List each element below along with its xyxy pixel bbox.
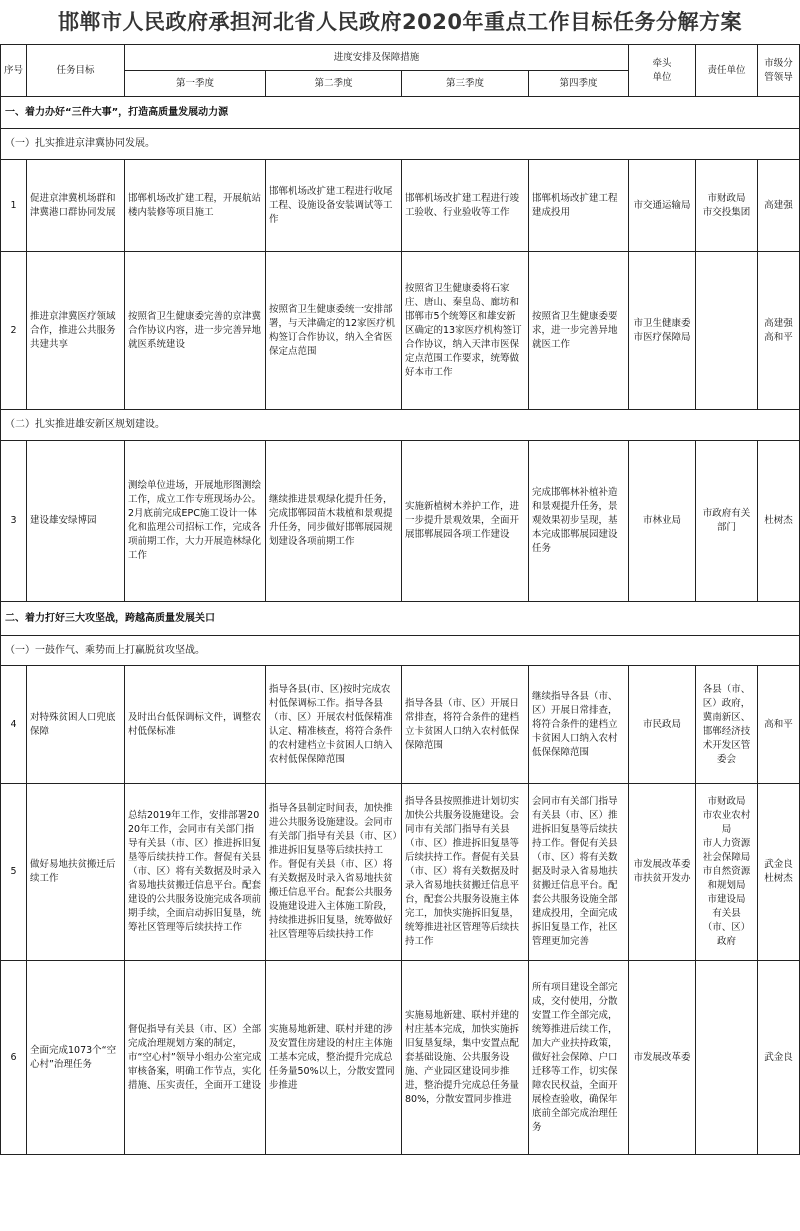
- row-q1: 测绘单位进场，开展地形图测绘工作，成立工作专班现场办公。2月底前完成EPC施工设计一体化和监理公司招标工作，完成各项前期工作，大力开展造林绿化工作: [125, 441, 266, 602]
- row-q2: 邯郸机场改扩建工程进行收尾工程、设施设备安装调试等工作: [266, 160, 402, 252]
- row-resp: 各县（市、区）政府，冀南新区、邯郸经济技术开发区管委会: [696, 666, 758, 784]
- row-q1: 邯郸机场改扩建工程，开展航站楼内装修等项目施工: [125, 160, 266, 252]
- row-target: 对特殊贫困人口兜底保障: [27, 666, 125, 784]
- section-heading: 一、着力办好“三件大事”，打造高质量发展动力源: [1, 97, 800, 129]
- row-q4: 完成邯郸林补植补造和景观提升任务，景观效果初步呈现，基本完成邯郸展园建设任务: [529, 441, 629, 602]
- row-q3: 邯郸机场改扩建工程进行竣工验收、行业验收等工作: [402, 160, 529, 252]
- row-q1: 按照省卫生健康委完善的京津冀合作协议内容，进一步完善异地就医系统建设: [125, 252, 266, 410]
- row-q2: 实施易地新建、联村并建的涉及安置住房建设的村庄主体施工基本完成，整治提升完成总任务量50%以上，分散安置同步推进: [266, 961, 402, 1155]
- row-q4: 按照省卫生健康委要求，进一步完善异地就医工作: [529, 252, 629, 410]
- row-q4: 会同市有关部门指导有关县（市、区）推进拆旧复垦等后续扶持工作。督促有关县（市、区）将有关数据及时录入省易地扶贫搬迁信息平台。配套公共服务设施全部建成投用，全面完成拆旧复垦工作，社区管理更加完善: [529, 784, 629, 961]
- row-no: 4: [1, 666, 27, 784]
- table-row: [1, 160, 800, 252]
- row-leader: 杜树杰: [758, 441, 800, 602]
- table-row: [1, 961, 800, 1155]
- header-q2: 第二季度: [266, 71, 402, 97]
- header-resp: 责任单位: [696, 45, 758, 97]
- row-leader: 高和平: [758, 666, 800, 784]
- row-no: 1: [1, 160, 27, 252]
- subsection-heading: （一）扎实推进京津冀协同发展。: [1, 129, 800, 160]
- row-leader: 高建强 高和平: [758, 252, 800, 410]
- section-heading: 二、着力打好三大攻坚战，跨越高质量发展关口: [1, 602, 800, 636]
- table-row: [1, 441, 800, 602]
- row-target: 推进京津冀医疗领域合作，推进公共服务共建共享: [27, 252, 125, 410]
- row-lead: 市发展改革委: [629, 961, 696, 1155]
- task-table: [0, 44, 800, 1155]
- subsection-heading: （二）扎实推进雄安新区规划建设。: [1, 410, 800, 441]
- row-q2: 指导各县(市、区)按时完成农村低保调标工作。指导各县（市、区）开展农村低保精准认定、精准核查，将符合条件的农村建档立卡贫困人口纳入农村低保保障范围: [266, 666, 402, 784]
- subsection-heading: （一）一鼓作气、乘势而上打赢脱贫攻坚战。: [1, 636, 800, 666]
- row-q2: 指导各县制定时间表，加快推进公共服务设施建设。会同市有关部门指导有关县（市、区）推进拆旧复垦等后续扶持工作。督促有关县（市、区）将有关数据及时录入省易地扶贫搬迁信息平台。配套公共服务设施建设进入主体施工阶段，持续推进拆旧复垦，统筹做好社区管理等后续扶持工作: [266, 784, 402, 961]
- row-lead: 市民政局: [629, 666, 696, 784]
- row-no: 2: [1, 252, 27, 410]
- row-resp: 市财政局 市农业农村局 市人力资源社会保障局 市自然资源和规划局 市建设局 有关县（市、区）政府: [696, 784, 758, 961]
- row-resp: [696, 961, 758, 1155]
- row-target: 建设雄安绿博园: [27, 441, 125, 602]
- row-resp: [696, 252, 758, 410]
- row-leader: 高建强: [758, 160, 800, 252]
- row-no: 5: [1, 784, 27, 961]
- row-q4: 邯郸机场改扩建工程建成投用: [529, 160, 629, 252]
- table-row: [1, 666, 800, 784]
- row-q1: 督促指导有关县（市、区）全部完成治理规划方案的制定，市“空心村”领导小组办公室完成审核备案，明确工作节点，实化措施、压实责任，全面开工建设: [125, 961, 266, 1155]
- row-q2: 继续推进景观绿化提升任务，完成邯郸园苗木栽植和景观提升任务，同步做好邯郸展园规划建设各项前期工作: [266, 441, 402, 602]
- row-no: 6: [1, 961, 27, 1155]
- page-title: 邯郸市人民政府承担河北省人民政府2020年重点工作目标任务分解方案: [58, 10, 742, 34]
- row-lead: 市交通运输局: [629, 160, 696, 252]
- row-q3: 实施易地新建、联村并建的村庄基本完成，加快实施拆旧复垦复绿，集中安置点配套基础设施、公共服务设施、产业园区建设同步推进，整治提升完成总任务量80%，分散安置同步推进: [402, 961, 529, 1155]
- table-row: [1, 252, 800, 410]
- header-progress: 进度安排及保障措施: [125, 45, 629, 71]
- table-row: [1, 784, 800, 961]
- row-target: 全面完成1073个“空心村”治理任务: [27, 961, 125, 1155]
- row-q3: 按照省卫生健康委将石家庄、唐山、秦皇岛、廊坊和邯郸市5个统筹区和雄安新区确定的13家医疗机构签订合作协议，纳入天津市医保定点范围工作要求，统筹做好本市工作: [402, 252, 529, 410]
- row-target: 促进京津冀机场群和津冀港口群协同发展: [27, 160, 125, 252]
- row-lead: 市林业局: [629, 441, 696, 602]
- row-q2: 按照省卫生健康委统一安排部署，与天津确定的12家医疗机构签订合作协议，纳入全省医保定点范围: [266, 252, 402, 410]
- row-no: 3: [1, 441, 27, 602]
- row-resp: 市财政局 市交投集团: [696, 160, 758, 252]
- header-q3: 第三季度: [402, 71, 529, 97]
- header-q4: 第四季度: [529, 71, 629, 97]
- row-q3: 实施新植树木养护工作，进一步提升景观效果，全面开展邯郸展园各项工作建设: [402, 441, 529, 602]
- header-seq: 序号: [1, 45, 27, 97]
- row-leader: 武金良 杜树杰: [758, 784, 800, 961]
- row-lead: 市发展改革委 市扶贫开发办: [629, 784, 696, 961]
- row-resp: 市政府有关部门: [696, 441, 758, 602]
- row-q4: 继续指导各县（市、区）开展日常排查，将符合条件的建档立卡贫困人口纳入农村低保保障范围: [529, 666, 629, 784]
- row-leader: 武金良: [758, 961, 800, 1155]
- row-q1: 总结2019年工作，安排部署2020年工作，会同市有关部门指导有关县（市、区）推进拆旧复垦等后续扶持工作。督促有关县（市、区）将有关数据及时录入省易地扶贫搬迁信息平台。配套建设的公共服务设施完成各项前期手续，全面启动拆旧复垦，统筹社区管理等后续扶持工作: [125, 784, 266, 961]
- header-target: 任务目标: [27, 45, 125, 97]
- row-q4: 所有项目建设全部完成，交付使用，分散安置工作全部完成，统筹推进后续工作，加大产业扶持政策，做好社会保障、户口迁移等工作，切实保障农民权益，全面开展检查验收，确保年底前全部完成治理任务: [529, 961, 629, 1155]
- header-q1: 第一季度: [125, 71, 266, 97]
- header-leader: 市级分 管领导: [758, 45, 800, 97]
- row-q3: 指导各县（市、区）开展日常排查，将符合条件的建档立卡贫困人口纳入农村低保保障范围: [402, 666, 529, 784]
- row-q3: 指导各县按照推进计划切实加快公共服务设施建设。会同市有关部门指导有关县（市、区）推进拆旧复垦等后续扶持工作。督促有关县（市、区）将有关数据及时录入省易地扶贫搬迁信息平台，配套公共服务设施主体完工，加快实施拆旧复垦，统筹推进社区管理等后续扶持工作: [402, 784, 529, 961]
- row-target: 做好易地扶贫搬迁后续工作: [27, 784, 125, 961]
- row-lead: 市卫生健康委 市医疗保障局: [629, 252, 696, 410]
- header-lead: 牵头 单位: [629, 45, 696, 97]
- row-q1: 及时出台低保调标文件，调整农村低保标准: [125, 666, 266, 784]
